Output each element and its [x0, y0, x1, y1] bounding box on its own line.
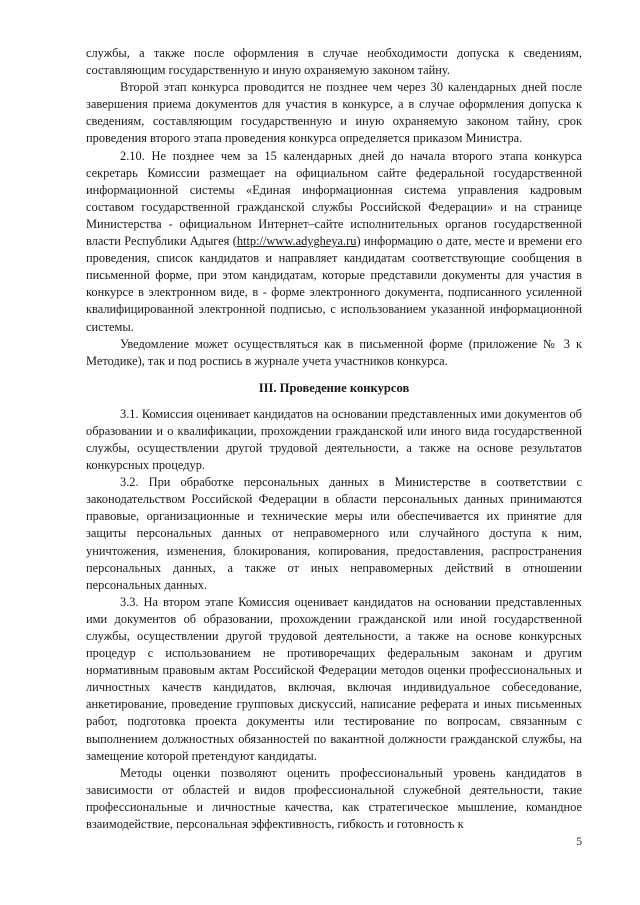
paragraph-2-10: [86, 148, 582, 336]
paragraph-3-1: 3.1. Комиссия оценивает кандидатов на основании представленных ими документов об образовании и о квалификации, прохождении гражданской или иного вида государственной службы, осуществлении другой трудовой деятельности, а также на основе результатов конкурсных процедур.: [86, 406, 582, 473]
paragraph-notice: Уведомление может осуществляться как в письменной форме (приложение № 3 к Методике), так и под роспись в журнале учета участников конкурса.: [86, 336, 582, 368]
paragraph-3-3: 3.3. На втором этапе Комиссия оценивает кандидатов на основании представленных ими документов об образовании, прохождении гражданской или иной государственной службы, осуществлении другой трудовой деятельности, а также на основе конкурсных процедур с использованием не противоречащих федеральным законам и другим нормативным правовым актам Российской Федерации методов оценки профессиональных и личностных качеств кандидатов, включая, включая индивидуальное собеседование, анкетирование, проведение групповых дискуссий, написание реферата и иных письменных работ, подготовка проекта документы или тестирование по вопросам, связанным с выполнением должностных обязанностей по вакантной должности гражданской службы, на замещение которой претендуют кандидаты.: [86, 594, 582, 763]
paragraph-continuation: службы, а также после оформления в случае необходимости допуска к сведениям, составляющим государственную и иную охраняемую законом тайну.: [86, 46, 582, 78]
paragraph-2-10-text-after: ) информацию о дате, месте и времени его проведения, список кандидатов и направляет кандидатам соответствующие сообщения в письменной форме, при этом кандидатам, которые представили документы для участия в конкурсе в электронном виде, в - форме электронного документа, подписанного усиленной квалифицированной электронной подписью, с использованием указанной информационной системы.: [86, 234, 583, 334]
paragraph-second-stage: Второй этап конкурса проводится не позднее чем через 30 календарных дней после завершения приема документов для участия в конкурсе, а в случае оформления допуска к сведениям, составляющим государственную и иную охраняемую законом тайну, срок проведения второго этапа проведения конкурса определяется приказом Министра.: [86, 80, 582, 146]
section-heading: III. Проведение конкурсов: [258, 380, 410, 395]
website-link[interactable]: http://www.adygheya.ru: [236, 234, 357, 249]
document-page: [86, 45, 582, 833]
page-number: 5: [576, 836, 582, 848]
paragraph-2-10-text-before: 2.10. Не позднее чем за 15 календарных дней до начала второго этапа конкурса секретарь Комиссии размещает на официальном сайте федеральной государственной информационной системы «Единая информационная система управления кадровым составом государственной гражданской службы Российской Федерации» и на странице Министерства - официальном Интернет–сайте исполнительных органов государственной власти Республики Адыгея (: [86, 148, 582, 249]
paragraph-3-2: 3.2. При обработке персональных данных в Министерстве в соответствии с законодательством Российской Федерации в области персональных данных принимаются правовые, организационные и технические меры или обеспечивается их принятие для защиты персональных данных от неправомерного или случайного доступа к ним, уничтожения, изменения, блокирования, копирования, предоставления, распространения персональных данных, а также от иных неправомерных действий в отношении персональных данных.: [86, 475, 582, 592]
paragraph-methods: Методы оценки позволяют оценить профессиональный уровень кандидатов в зависимости от областей и видов профессиональной служебной деятельности, такие профессиональные и личностные качества, как стратегическое мышление, командное взаимодействие, персональная эффективность, гибкость и готовность к: [86, 765, 582, 832]
